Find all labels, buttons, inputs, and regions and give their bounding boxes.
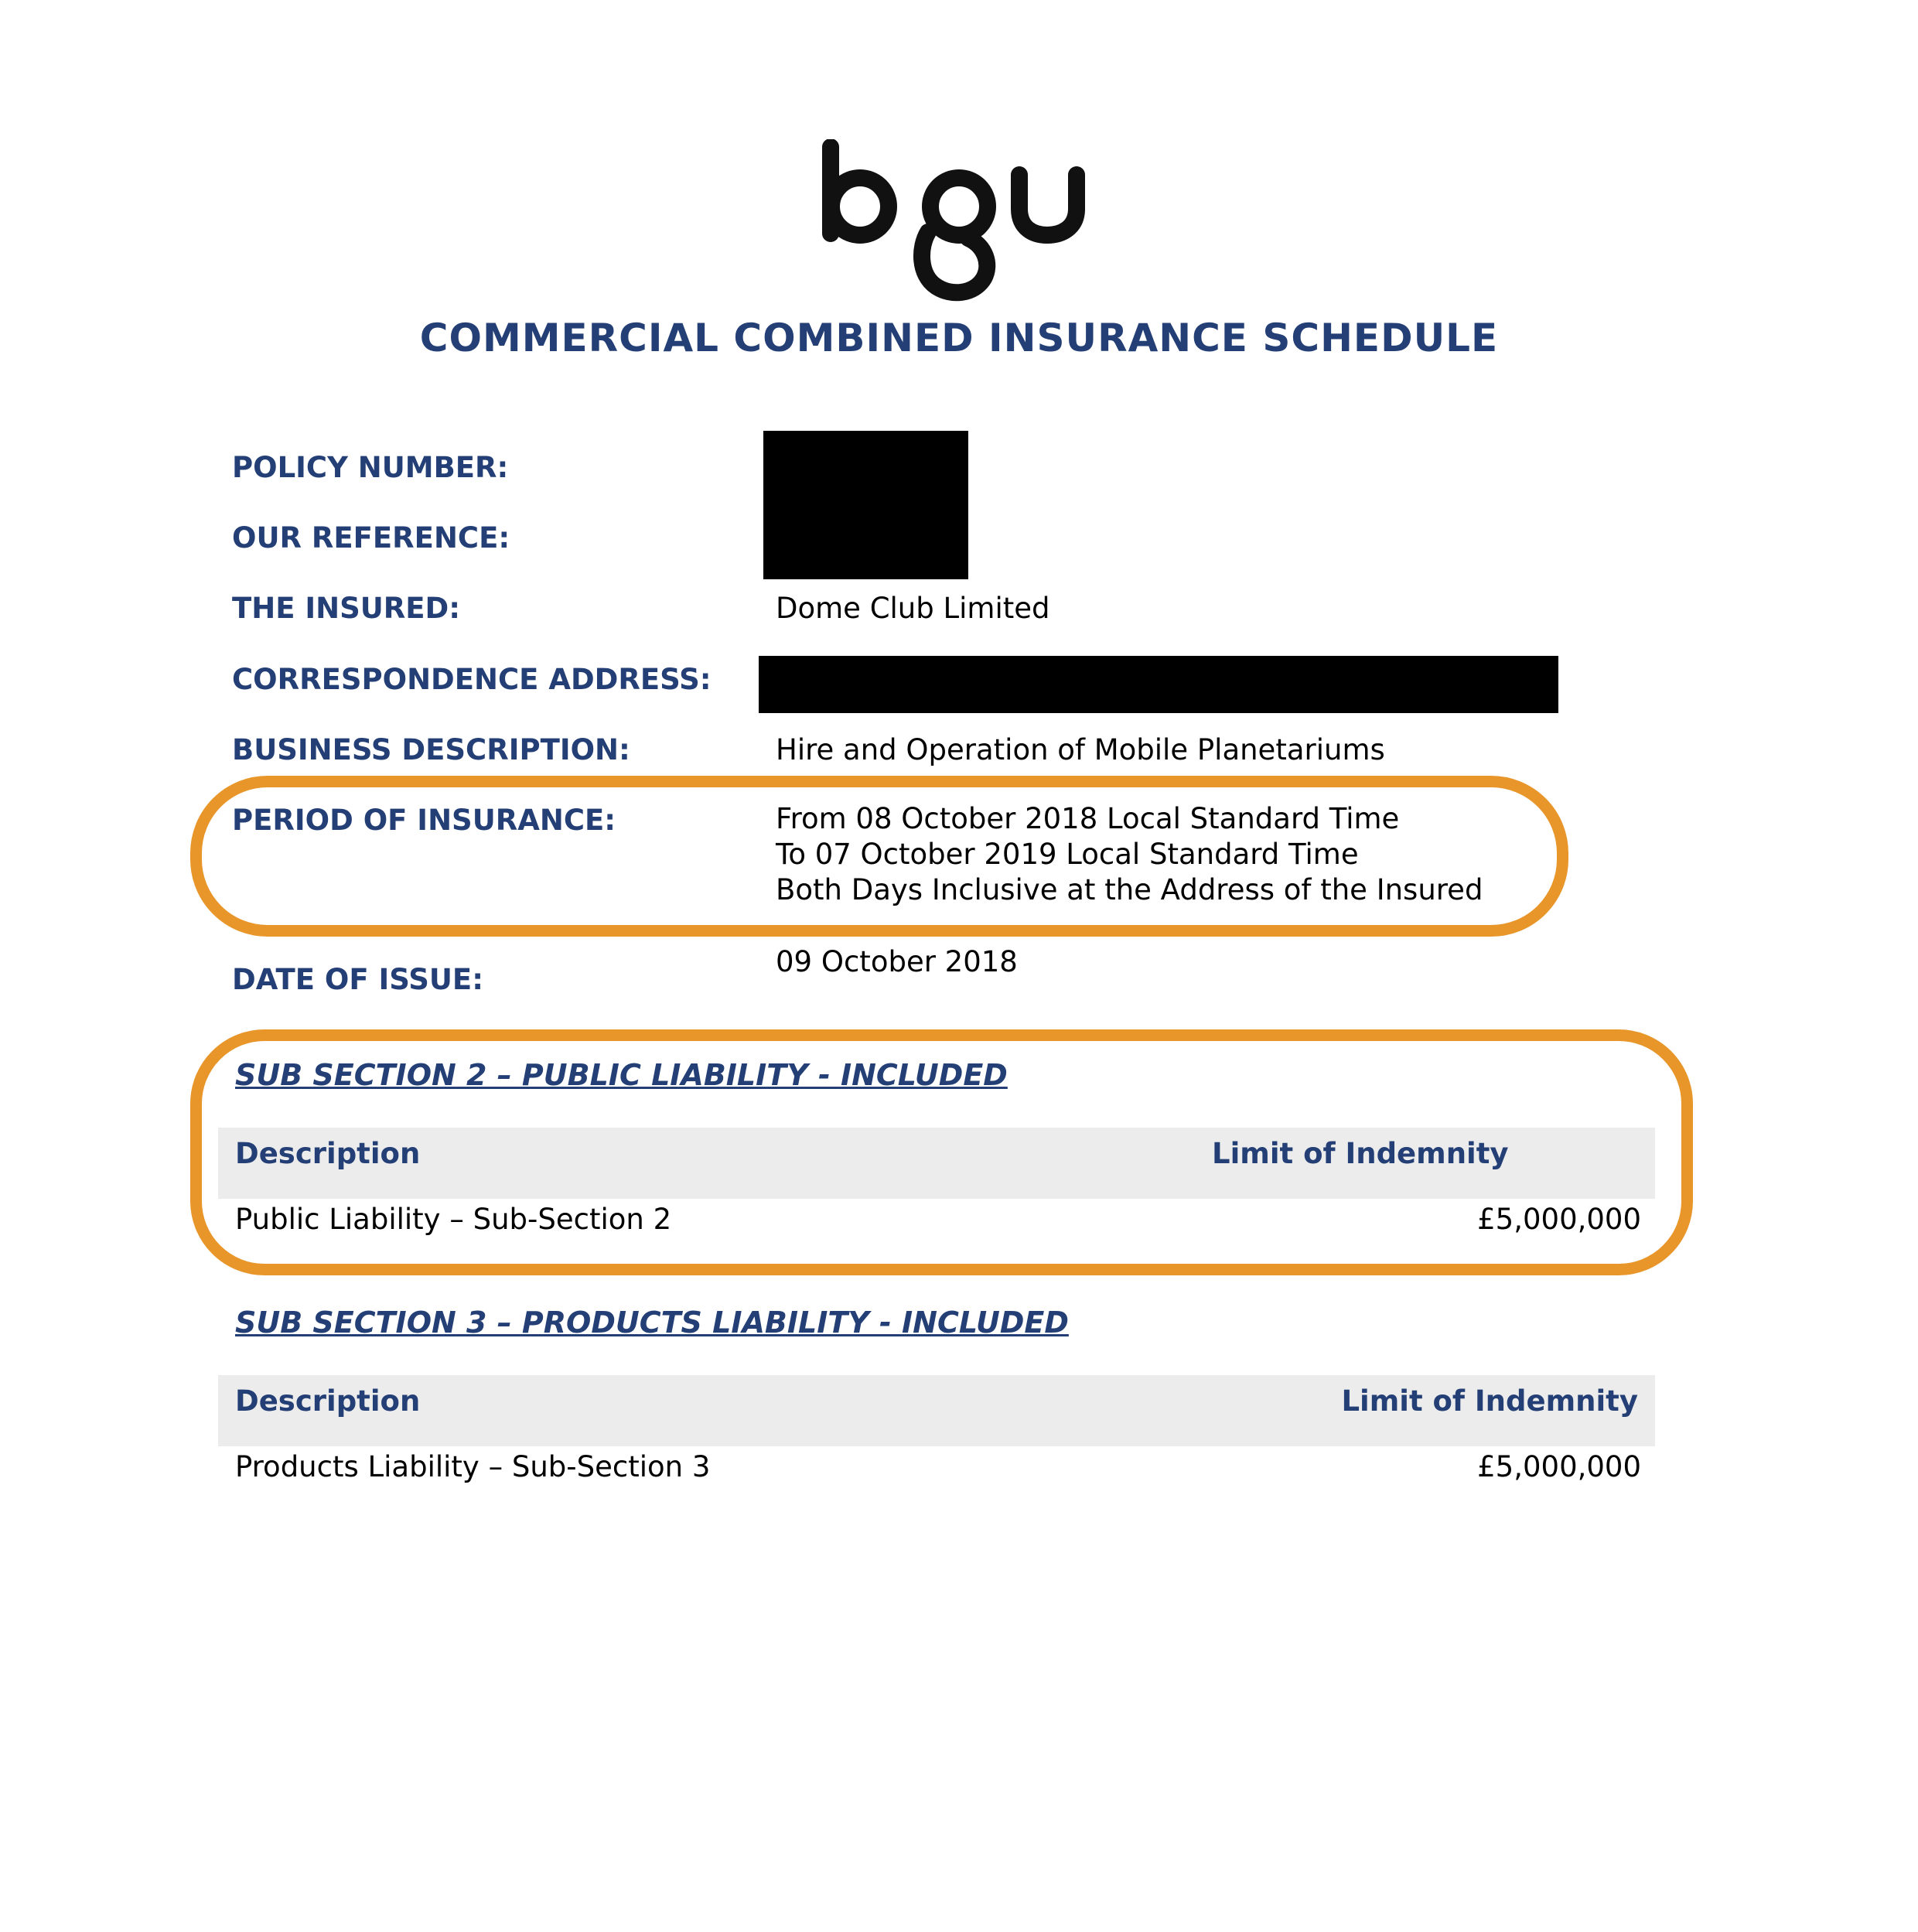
- insured-label: THE INSURED:: [232, 592, 461, 625]
- document-title: COMMERCIAL COMBINED INSURANCE SCHEDULE: [419, 316, 1499, 360]
- correspondence-address-label: CORRESPONDENCE ADDRESS:: [232, 663, 712, 696]
- bgu-logo: [820, 139, 1098, 309]
- date-of-issue-label: DATE OF ISSUE:: [232, 963, 483, 996]
- period-of-insurance-label: PERIOD OF INSURANCE:: [232, 804, 616, 837]
- sub-section-2-row-amount: £5,000,000: [1477, 1203, 1641, 1236]
- period-line-from: From 08 October 2018 Local Standard Time: [776, 802, 1400, 835]
- redacted-policy-reference-block: [763, 431, 968, 579]
- sub-section-3-row-description: Products Liability – Sub-Section 3: [235, 1450, 711, 1483]
- sub-section-3-row-amount: £5,000,000: [1477, 1450, 1641, 1483]
- sub-section-2-highlight-outline: [190, 1029, 1693, 1275]
- business-description-value: Hire and Operation of Mobile Planetariums: [776, 733, 1385, 766]
- sub-section-2-col-limit: Limit of Indemnity: [1212, 1137, 1509, 1170]
- period-highlight-outline: [190, 776, 1568, 937]
- sub-section-3-col-description: Description: [235, 1384, 421, 1418]
- sub-section-3-col-limit: Limit of Indemnity: [1341, 1384, 1638, 1418]
- sub-section-3-table-header: [218, 1375, 1655, 1446]
- business-description-label: BUSINESS DESCRIPTION:: [232, 733, 630, 766]
- period-line-to: To 07 October 2019 Local Standard Time: [776, 838, 1359, 871]
- period-line-inclusive: Both Days Inclusive at the Address of the Insured: [776, 873, 1483, 906]
- sub-section-2-row-description: Public Liability – Sub-Section 2: [235, 1203, 672, 1236]
- policy-number-label: POLICY NUMBER:: [232, 451, 509, 484]
- redacted-address-block: [759, 656, 1558, 713]
- date-of-issue-value: 09 October 2018: [776, 945, 1018, 978]
- sub-section-3-heading: SUB SECTION 3 – PRODUCTS LIABILITY - INCLUDED: [235, 1306, 1069, 1340]
- sub-section-2-heading: SUB SECTION 2 – PUBLIC LIABILITY - INCLUDED: [235, 1058, 1008, 1092]
- our-reference-label: OUR REFERENCE:: [232, 521, 510, 555]
- sub-section-2-col-description: Description: [235, 1137, 421, 1170]
- insured-value: Dome Club Limited: [776, 592, 1050, 625]
